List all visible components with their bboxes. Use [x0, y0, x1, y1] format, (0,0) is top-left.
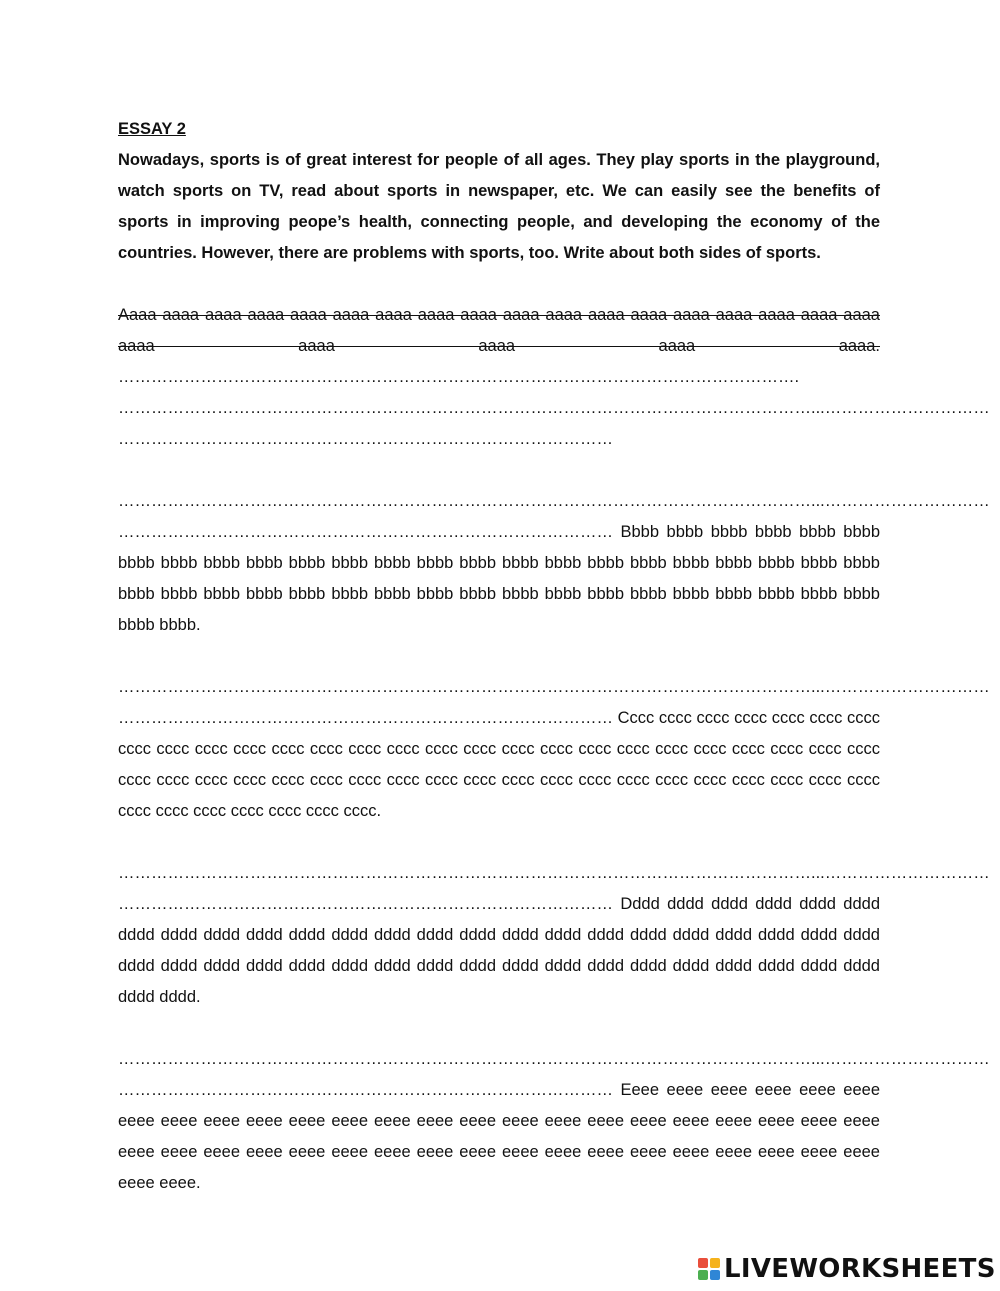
paragraph-b-text [118, 517, 880, 641]
logo-block [698, 1270, 708, 1280]
essay-title: ESSAY 2 [118, 120, 186, 138]
spacer [118, 827, 880, 858]
answer-blank[interactable]: ……………………………………………………………………………… [118, 430, 613, 448]
logo-block [710, 1258, 720, 1268]
spacer [118, 1013, 880, 1044]
paragraph-b [118, 486, 990, 641]
paragraph-e [118, 1044, 990, 1199]
answer-blank[interactable]: ……………………………………………………………………………… [118, 1081, 613, 1099]
spacer [118, 269, 880, 300]
logo-block [710, 1270, 720, 1280]
answer-blank[interactable]: ………………………………………………………………………………………………………………...………………………… [118, 678, 990, 696]
logo-blocks-icon [698, 1258, 720, 1280]
spacer [118, 641, 880, 672]
paragraph-a [118, 300, 990, 455]
answer-blank[interactable]: ……………………………………………………………………………………………………………. [118, 368, 800, 386]
sample-text: Cccc cccc cccc cccc cccc cccc cccc cccc cccc cccc cccc cccc cccc cccc cccc cccc cccc cccc cccc cccc cccc cccc cccc cccc cccc cccc cccc cccc cccc cccc cccc cccc cccc cccc cccc cccc cccc cccc cccc cccc cccc cccc cccc cccc cccc cccc cccc cccc cccc cccc cccc cccc cccc cccc. [118, 709, 880, 820]
essay-prompt: Nowadays, sports is of great interest for people of all ages. They play sports in the playground, watch sports on TV, read about sports in newspaper, etc. We can easily see the benefits of sports in improving peope’s health, connecting people, and developing the economy of the countries. However, there are problems with sports, too. Write about both sides of sports. [118, 151, 880, 262]
logo-text: LIVEWORKSHEETS [724, 1254, 996, 1284]
answer-blank[interactable]: ……………………………………………………………………………… [118, 895, 613, 913]
paragraph-a-first-lines [118, 300, 880, 393]
answer-blank[interactable]: ………………………………………………………………………………………………………………...………………………… [118, 492, 990, 510]
paragraph-d [118, 858, 990, 1013]
paragraph-d-text [118, 889, 880, 1013]
logo-block [698, 1258, 708, 1268]
sample-text: Dddd dddd dddd dddd dddd dddd dddd dddd dddd dddd dddd dddd dddd dddd dddd dddd dddd dddd dddd dddd dddd dddd dddd dddd dddd dddd dddd dddd dddd dddd dddd dddd dddd dddd dddd dddd dddd dddd dddd dddd dddd dddd dddd dddd. [118, 895, 880, 1006]
sample-text: Bbbb bbbb bbbb bbbb bbbb bbbb bbbb bbbb bbbb bbbb bbbb bbbb bbbb bbbb bbbb bbbb bbbb bbbb bbbb bbbb bbbb bbbb bbbb bbbb bbbb bbbb bbbb bbbb bbbb bbbb bbbb bbbb bbbb bbbb bbbb bbbb bbbb bbbb bbbb bbbb bbbb bbbb bbbb bbbb. [118, 523, 880, 634]
struck-sample-text: Aaaa aaaa aaaa aaaa aaaa aaaa aaaa aaaa aaaa aaaa aaaa aaaa aaaa aaaa aaaa aaaa aaaa aaaa aaaa aaaa aaaa aaaa aaaa. [118, 306, 880, 355]
liveworksheets-logo [698, 1252, 996, 1286]
paragraph-c [118, 672, 990, 827]
paragraph-c-text [118, 703, 880, 827]
answer-blank[interactable]: ………………………………………………………………………………………………………………...………………………… [118, 864, 990, 882]
answer-blank[interactable]: ……………………………………………………………………………… [118, 523, 613, 541]
answer-blank[interactable]: ………………………………………………………………………………………………………………...………………………… [118, 399, 990, 417]
answer-blank[interactable]: ………………………………………………………………………………………………………………...………………………… [118, 1050, 990, 1068]
paragraph-e-text [118, 1075, 880, 1199]
answer-blank[interactable]: ……………………………………………………………………………… [118, 709, 613, 727]
sample-text: Eeee eeee eeee eeee eeee eeee eeee eeee eeee eeee eeee eeee eeee eeee eeee eeee eeee eeee eeee eeee eeee eeee eeee eeee eeee eeee eeee eeee eeee eeee eeee eeee eeee eeee eeee eeee eeee eeee eeee eeee eeee eeee eeee eeee. [118, 1081, 880, 1192]
worksheet-page [118, 114, 990, 1199]
spacer [118, 455, 880, 486]
